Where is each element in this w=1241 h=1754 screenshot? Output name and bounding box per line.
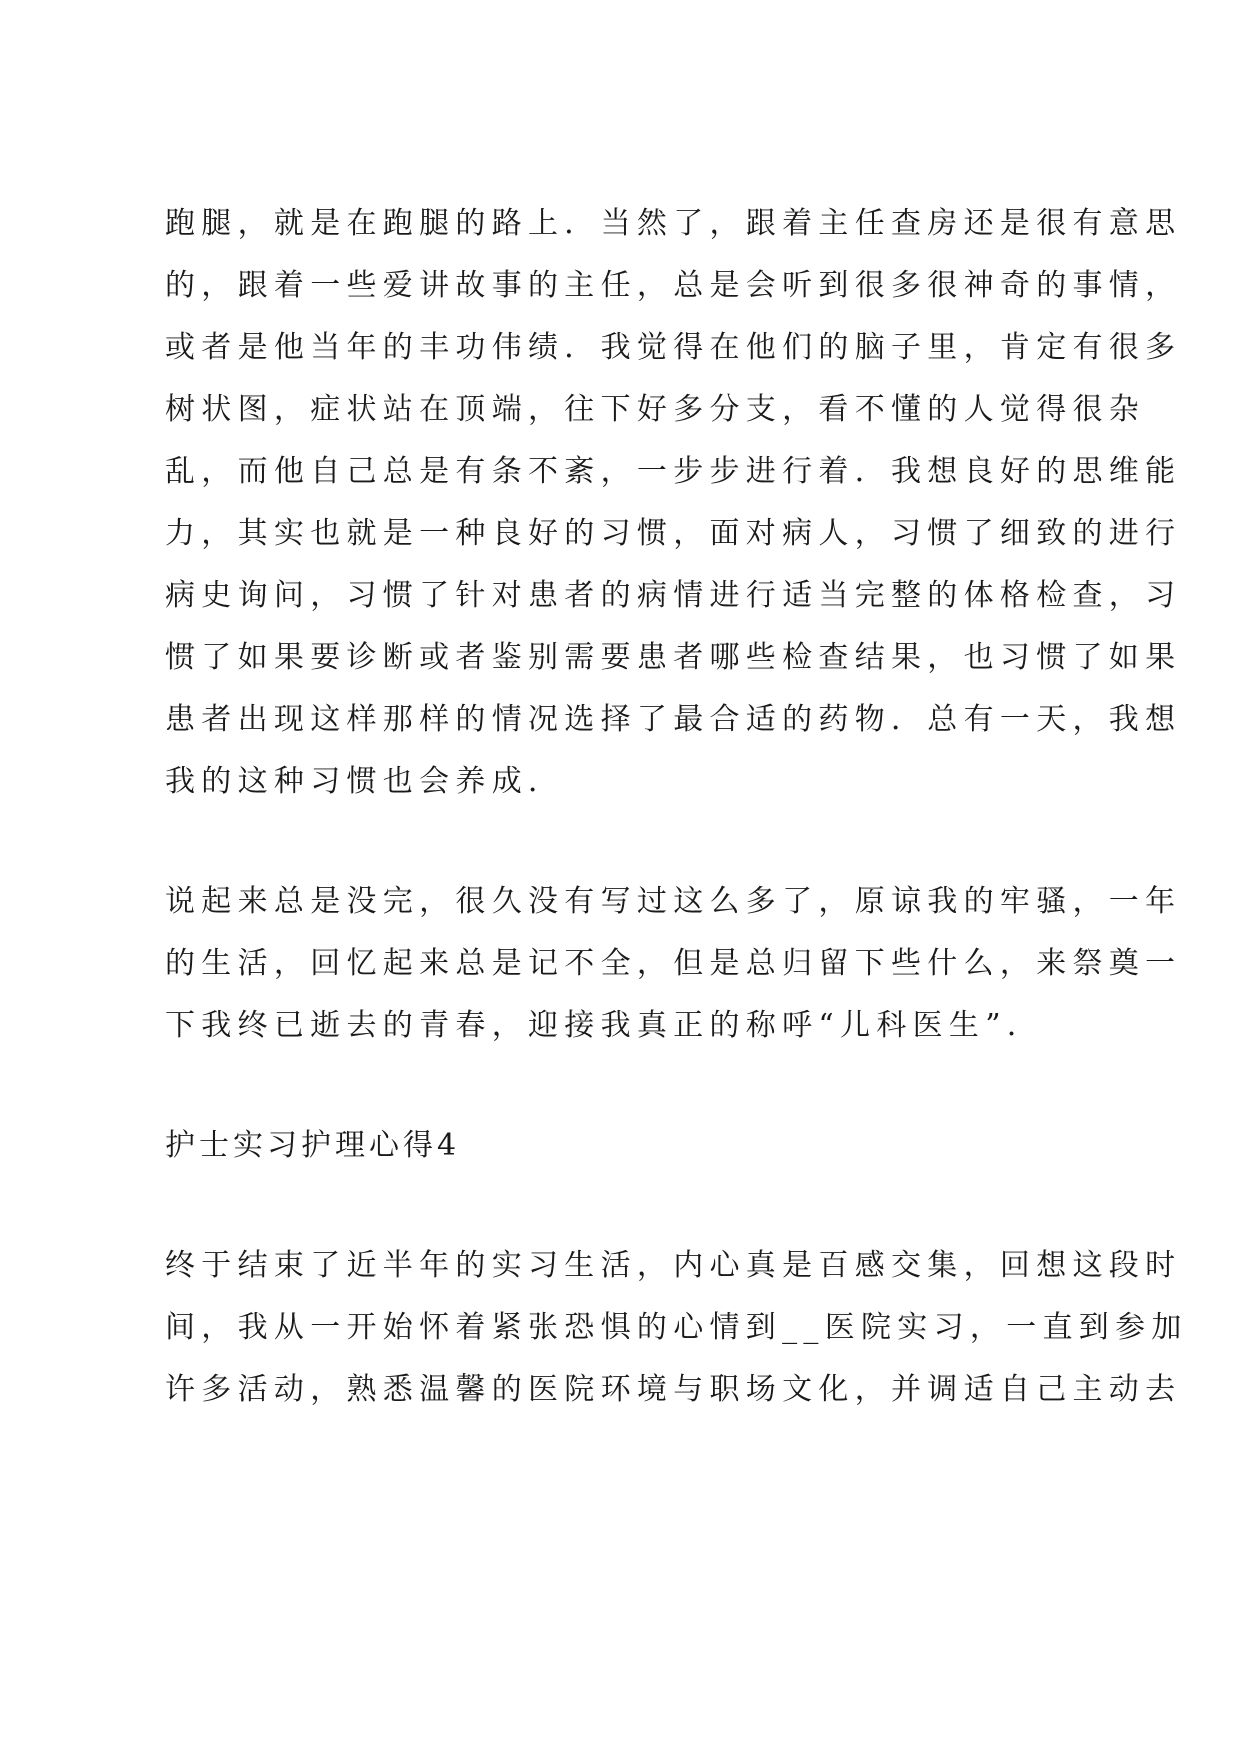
paragraph-2-line-3: 下我终已逝去的青春，迎接我真正的称呼“儿科医生”． xyxy=(165,1008,1044,1043)
paragraph-1-line-5: 乱，而他自己总是有条不紊，一步步进行着．我想良好的思维能 xyxy=(165,454,1182,489)
paragraph-3-line-1: 终于结束了近半年的实习生活，内心真是百感交集，回想这段时 xyxy=(165,1248,1182,1283)
paragraph-3-line-3: 许多活动，熟悉温馨的医院环境与职场文化，并调适自己主动去 xyxy=(165,1372,1182,1407)
paragraph-2-line-1: 说起来总是没完，很久没有写过这么多了，原谅我的牢骚，一年 xyxy=(165,884,1182,919)
paragraph-3-line-2: 间，我从一开始怀着紧张恐惧的心情到__医院实习，一直到参加 xyxy=(165,1310,1188,1345)
paragraph-1-line-7: 病史询问，习惯了针对患者的病情进行适当完整的体格检查，习 xyxy=(165,578,1182,613)
paragraph-1-line-1: 跑腿，就是在跑腿的路上．当然了，跟着主任查房还是很有意思 xyxy=(165,206,1182,241)
paragraph-1-line-3: 或者是他当年的丰功伟绩．我觉得在他们的脑子里，肯定有很多 xyxy=(165,330,1182,365)
paragraph-2-line-2: 的生活，回忆起来总是记不全，但是总归留下些什么，来祭奠一 xyxy=(165,946,1182,981)
paragraph-1-line-4: 树状图，症状站在顶端，往下好多分支，看不懂的人觉得很杂 xyxy=(165,392,1146,427)
paragraph-1-line-2: 的，跟着一些爱讲故事的主任，总是会听到很多很神奇的事情， xyxy=(165,268,1182,303)
paragraph-1-line-6: 力，其实也就是一种良好的习惯，面对病人，习惯了细致的进行 xyxy=(165,516,1182,551)
paragraph-1-line-8: 惯了如果要诊断或者鉴别需要患者哪些检查结果，也习惯了如果 xyxy=(165,640,1182,675)
paragraph-1-line-9: 患者出现这样那样的情况选择了最合适的药物．总有一天，我想 xyxy=(165,702,1182,737)
section-heading: 护士实习护理心得4 xyxy=(165,1128,461,1163)
paragraph-1-line-10: 我的这种习惯也会养成． xyxy=(165,764,565,799)
